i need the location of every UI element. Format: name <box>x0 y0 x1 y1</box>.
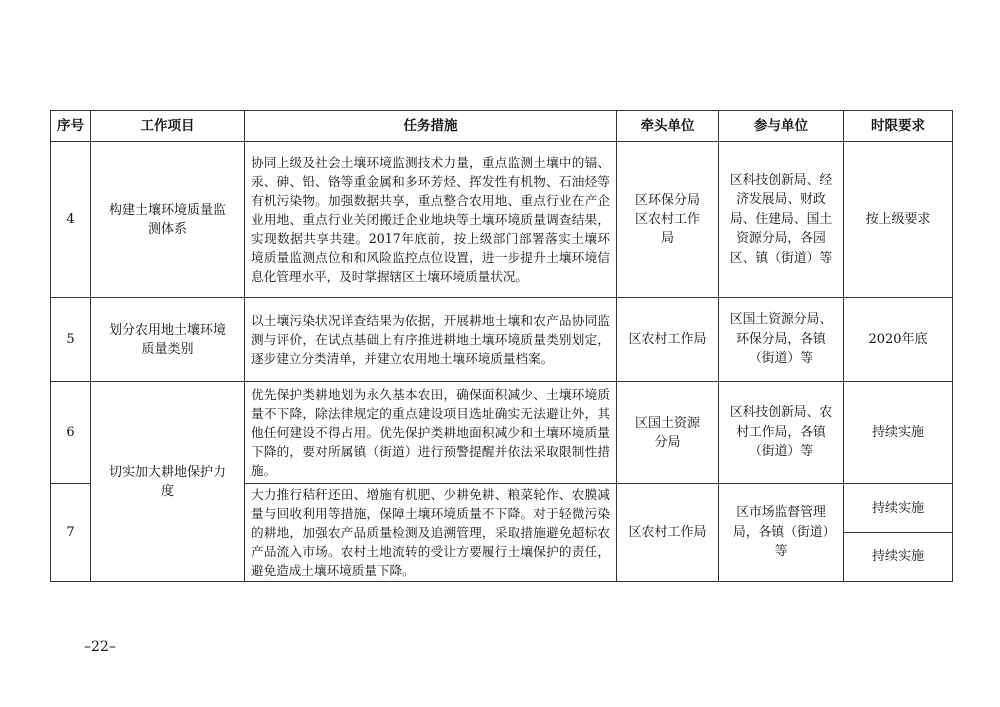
table-row <box>51 142 953 298</box>
row-task-measures: 协同上级及社会土壤环境监测技术力量，重点监测土壤中的镉、汞、砷、铅、铬等重金属和多环芳烃、挥发性有机物、石油烃等有机污染物。加强数据共享，重点整合农用地、重点行业在产企业用地、重点行业关闭搬迁企业地块等土壤环境质量调查结果，实现数据共享共建。2017年底前，按上级部门部署落实土壤环境质量监测点位和和风险监控点位设置，进一步提升土壤环境信息化管理水平，及时掌握辖区土壤环境质量状况。 <box>245 142 617 298</box>
row-task-measures: 大力推行秸秆还田、增施有机肥、少耕免耕、粮菜轮作、农膜减量与回收利用等措施，保障土壤环境质量不下降。对于轻微污染的耕地，加强农产品质量检测及追溯管理，采取措施避免超标农产品流入市场。农村土地流转的受让方要履行土壤保护的责任，避免造成土壤环境质量下降。 <box>245 484 617 582</box>
row-lead-unit: 区农村工作局 <box>617 298 719 382</box>
row-participating-units: 区市场监督管理局，各镇（街道）等 <box>719 484 844 582</box>
row-deadline: 按上级要求 <box>844 142 953 298</box>
row-deadline: 2020年底 <box>844 298 953 382</box>
row-work-item: 构建土壤环境质量监测体系 <box>91 142 245 298</box>
header-task-measures: 任务措施 <box>245 111 617 142</box>
row-number: 6 <box>51 382 91 484</box>
row-participating-units: 区科技创新局、农村工作局，各镇（街道）等 <box>719 382 844 484</box>
header-lead-unit: 牵头单位 <box>617 111 719 142</box>
page-number: –22– <box>84 639 116 655</box>
table-row <box>51 382 953 484</box>
task-table <box>50 110 953 582</box>
header-participating-units: 参与单位 <box>719 111 844 142</box>
row-deadline-lower: 持续实施 <box>844 532 952 580</box>
row-number: 7 <box>51 484 91 582</box>
header-deadline: 时限要求 <box>844 111 953 142</box>
row-lead-unit: 区环保分局区农村工作局 <box>617 142 719 298</box>
row-lead-unit: 区国土资源分局 <box>617 382 719 484</box>
header-serial-number: 序号 <box>51 111 91 142</box>
header-work-item: 工作项目 <box>91 111 245 142</box>
row-deadline: 持续实施 <box>844 382 953 484</box>
row-deadline <box>844 484 953 582</box>
row-number: 4 <box>51 142 91 298</box>
row-participating-units: 区国土资源分局、环保分局，各镇（街道）等 <box>719 298 844 382</box>
table-header-row <box>51 111 953 142</box>
row-lead-unit: 区农村工作局 <box>617 484 719 582</box>
row-work-item: 切实加大耕地保护力度 <box>91 382 245 582</box>
row-participating-units: 区科技创新局、经济发展局、财政局、住建局、国土资源分局，各园区、镇（街道）等 <box>719 142 844 298</box>
row-number: 5 <box>51 298 91 382</box>
table-row <box>51 298 953 382</box>
row-task-measures: 优先保护类耕地划为永久基本农田，确保面积减少、土壤环境质量不下降，除法律规定的重点建设项目选址确实无法避让外，其他任何建设不得占用。优先保护类耕地面积减少和土壤环境质量下降的，要对所属镇（街道）进行预警提醒并依法采取限制性措施。 <box>245 382 617 484</box>
row-task-measures: 以土壤污染状况详查结果为依据，开展耕地土壤和农产品协同监测与评价，在试点基础上有序推进耕地土壤环境质量类别划定，逐步建立分类清单，并建立农用地土壤环境质量档案。 <box>245 298 617 382</box>
row-deadline-upper: 持续实施 <box>871 501 924 517</box>
row-work-item: 划分农用地土壤环境质量类别 <box>91 298 245 382</box>
